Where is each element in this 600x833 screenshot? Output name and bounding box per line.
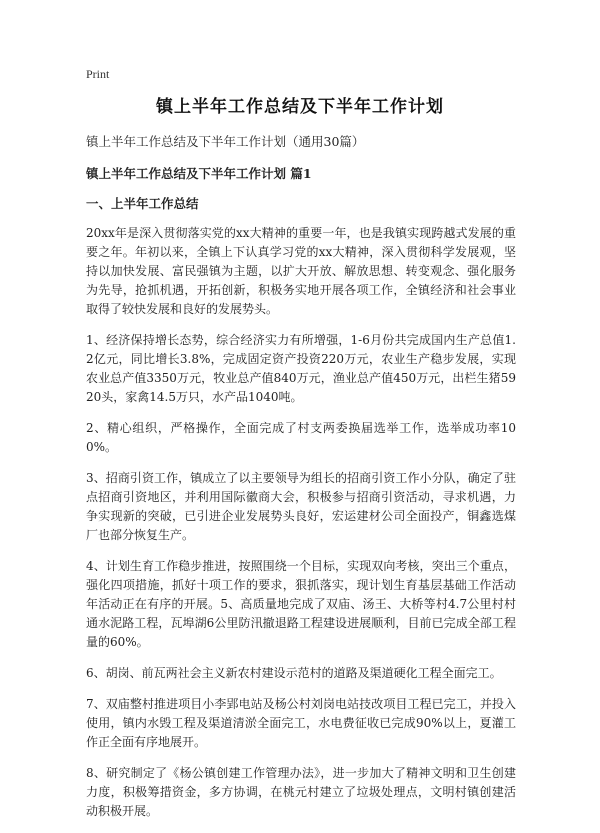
document-title: 镇上半年工作总结及下半年工作计划 (156, 97, 444, 117)
document-subtitle: 镇上半年工作总结及下半年工作计划（通用30篇） (86, 134, 365, 149)
document-body (86, 132, 516, 833)
print-link[interactable]: Print (86, 67, 110, 81)
section-heading: 一、上半年工作总结 (86, 196, 199, 211)
paragraph-item-2: 2、精心组织，严格操作，全面完成了村支两委换届选举工作，选举成功率100%。 (86, 421, 516, 454)
article-heading: 镇上半年工作总结及下半年工作计划 篇1 (86, 166, 312, 181)
paragraph-item-1: 1、经济保持增长态势，综合经济实力有所增强，1-6月份共完成国内生产总值1.2亿元，同比增长3.8%，完成固定资产投资220万元，农业生产稳步发展，实现农业总产值3350万元，牧业总产值840万元，渔业总产值450万元，出栏生猪5920头，家禽14.5万只，水产品1040吨。 (86, 333, 516, 404)
paragraph-intro: 20xx年是深入贯彻落实党的xx大精神的重要一年，也是我镇实现跨越式发展的重要之年。年初以来，全镇上下认真学习党的xx大精神，深入贯彻科学发展观，坚持以加快发展、富民强镇为主题，以扩大开放、解放思想、转变观念、强化服务为先导，抢抓机遇，开拓创新，积极务实地开展各项工作，全镇经济和社会事业取得了较快发展和良好的发展势头。 (86, 226, 516, 316)
paragraph-item-6: 6、胡岗、前瓦两社会主义新农村建设示范村的道路及渠道硬化工程全面完工。 (86, 666, 502, 680)
paragraph-item-7: 7、双庙整村推进项目小李郢电站及杨公村刘岗电站技改项目工程已完工，并投入使用，镇内水毁工程及渠道清淤全面完工，水电费征收已完成90%以上，夏灌工作正全面有序地展开。 (86, 697, 516, 749)
paragraph-item-8: 8、研究制定了《杨公镇创建工作管理办法》，进一步加大了精神文明和卫生创建力度，积极筹措资金，多方协调，在桃元村建立了垃圾处理点，文明村镇创建活动积极开展。 (86, 766, 516, 818)
paragraph-item-3: 3、招商引资工作，镇成立了以主要领导为组长的招商引资工作小分队，确定了驻点招商引资地区，并利用国际徽商大会，积极参与招商引资活动，寻求机遇，力争实现新的突破，已引进企业发展势头良好，宏运建材公司全面投产，铜鑫选煤厂也部分恢复生产。 (86, 471, 516, 542)
paragraph-item-4: 4、计划生育工作稳步推进，按照围绕一个目标，实现双向考核，突出三个重点，强化四项措施，抓好十项工作的要求，狠抓落实，现计划生育基层基础工作活动年活动正在有序的开展。5、高质量地完成了双庙、汤王、大桥等村4.7公里村村通水泥路工程，瓦埠湖6公里防汛撤退路工程建设进展顺利，目前已完成全部工程量的60%。 (86, 559, 516, 649)
